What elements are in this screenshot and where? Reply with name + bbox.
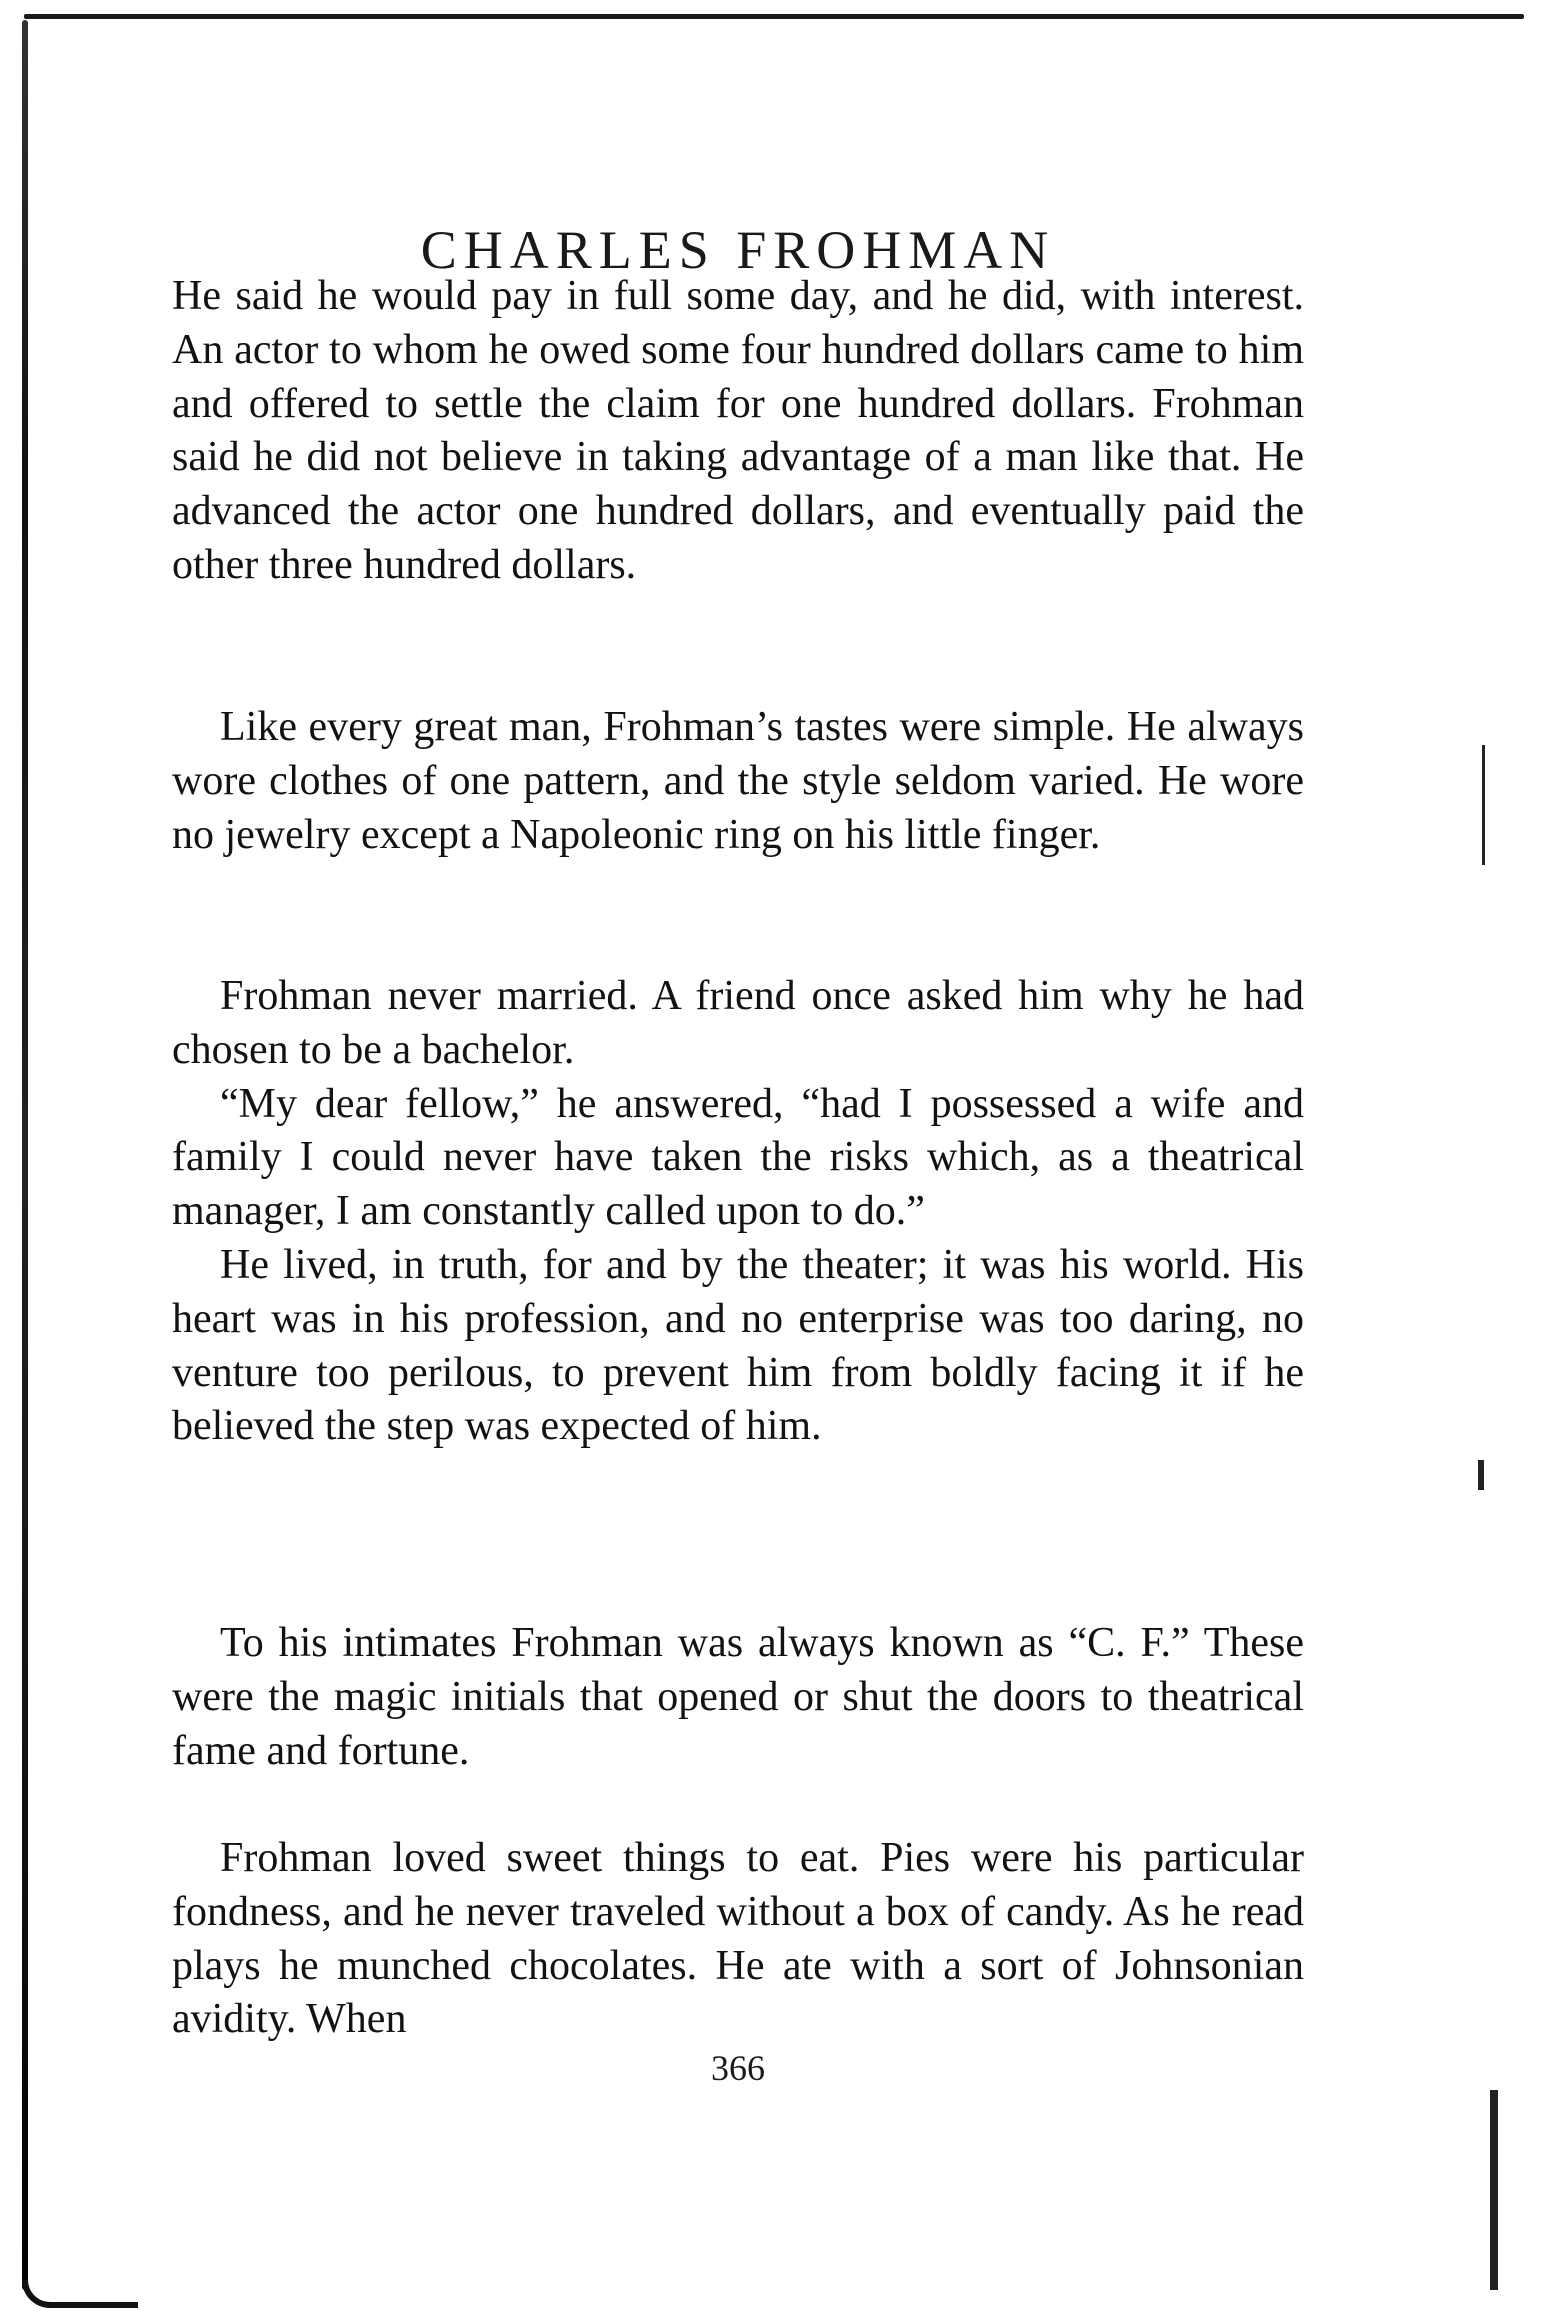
scan-right-mark: [1478, 1460, 1484, 1490]
paragraph-block-3: [172, 970, 1304, 1454]
scan-left-edge: [22, 20, 28, 2290]
paragraph: He said he would pay in full some day, and he did, with interest. An actor to whom he owed some four hundred dollars came to him and offered to settle the claim for one hundred dollars. Frohman said he did not believe in taking advantage of a man like that. He advanced the actor one hundred dollars, and eventually paid the other three hundred dollars.: [172, 273, 1304, 588]
scan-right-mark: [1482, 745, 1485, 865]
paragraph: He lived, in truth, for and by the theater; it was his world. His heart was in his profession, and no enterprise was too daring, no venture too perilous, to prevent him from boldly facing it if he believed the step was expected of him.: [172, 1241, 1304, 1450]
paragraph-block-1: [172, 270, 1304, 593]
paragraph-block-4: [172, 1617, 1304, 1778]
paragraph: “My dear fellow,” he answered, “had I possessed a wife and family I could never have taken the risks which, as a theatrical manager, I am constantly called upon to do.”: [172, 1080, 1304, 1235]
scan-top-edge: [24, 14, 1524, 19]
paragraph-block-2: [172, 701, 1304, 862]
scan-right-mark: [1490, 2090, 1498, 2290]
paragraph: To his intimates Frohman was always known as “C. F.” These were the magic initials that opened or shut the doors to theatrical fame and fortune.: [172, 1620, 1304, 1774]
paragraph: Frohman never married. A friend once asked him why he had chosen to be a bachelor.: [172, 973, 1304, 1073]
page-number: 366: [711, 2048, 765, 2088]
running-head: CHARLES FROHMAN: [420, 220, 1056, 281]
paragraph: Frohman loved sweet things to eat. Pies were his particular fondness, and he never traveled without a box of candy. As he read plays he munched chocolates. He ate with a sort of Johnsonian avidity. When: [172, 1835, 1304, 2043]
scan-bottom-corner: [22, 2280, 138, 2308]
paragraph: Like every great man, Frohman’s tastes were simple. He always wore clothes of one pattern, and the style seldom varied. He wore no jewelry except a Napoleonic ring on his little finger.: [172, 704, 1304, 858]
paragraph-block-5: [172, 1832, 1304, 2047]
